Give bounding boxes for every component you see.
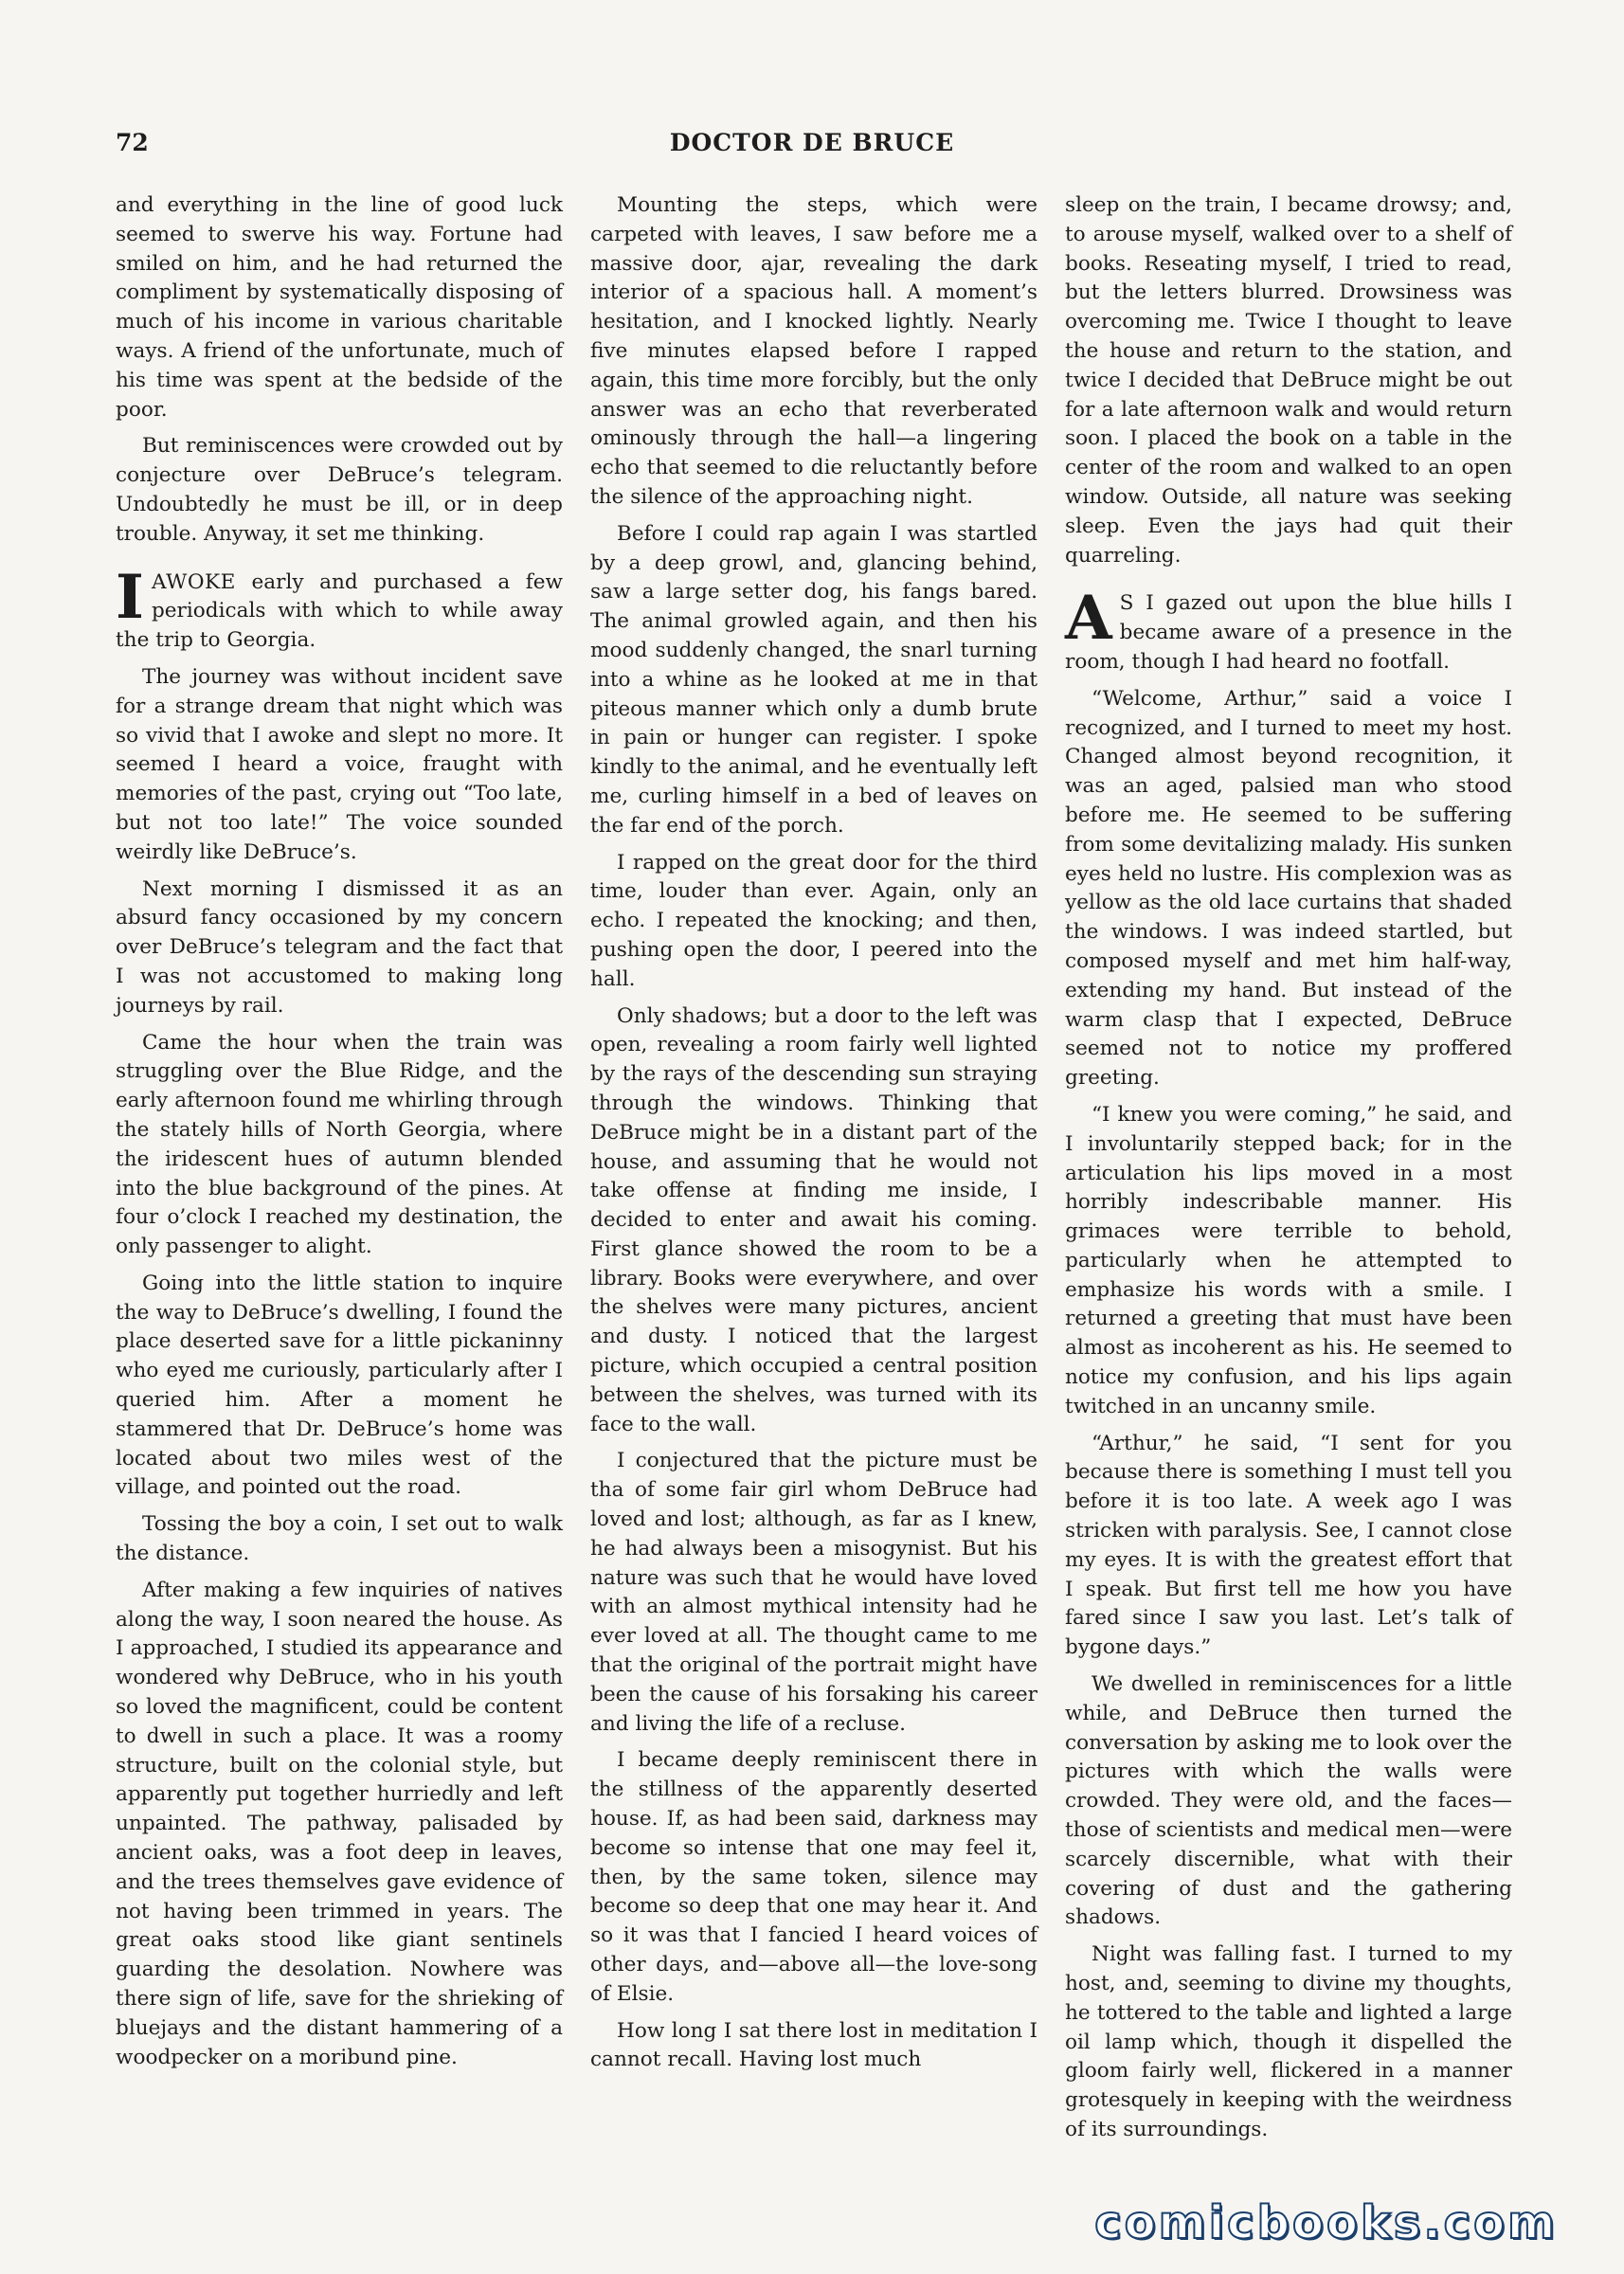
paragraph-text: I rapped on the great door for the third time, louder than ever. Again, only an echo. I repeated the knocking; and then, pushing open the door, I peered into the hall. [590, 850, 1038, 991]
paragraph [116, 191, 563, 424]
paragraph [1065, 1101, 1512, 1422]
paragraph-text: I gazed out upon the blue hills I became aware of a presence in the room, though I had heard no footfall. [1065, 591, 1512, 674]
paragraph-text: and everything in the line of good luck seemed to swerve his way. Fortune had smiled on him, and he had returned the compliment by systematically disposing of much of his income in various charitable ways. A friend of the unfortunate, much of his time was spent at the bedside of the poor. [116, 193, 563, 422]
paragraph-text: After making a few inquiries of natives along the way, I soon neared the house. As I approached, I studied its appearance and wondered why DeBruce, who in his youth so loved the magnificent, could be content to dwell in such a place. It was a roomy structure, built on the colonial style, but apparently put together hurriedly and left unpainted. The pathway, palisaded by ancient oaks, was a foot deep in leaves, and the trees themselves gave evidence of not having been trimmed in years. The great oaks stood like giant sentinels guarding the desolation. Nowhere was there sign of life, save for the shrieking of bluejays and the distant hammering of a woodpecker on a moribund pine. [116, 1578, 563, 2069]
paragraph [116, 561, 563, 656]
paragraph-text: Tossing the boy a coin, I set out to walk the distance. [116, 1512, 563, 1566]
paragraph [1065, 1430, 1512, 1663]
paragraph-text: Mounting the steps, which were carpeted with leaves, I saw before me a massive door, ajar, revealing the dark interior of a spacious hall. A moment’s hesitation, and I knocked lightly. Nearly five minutes elapsed before I rapped again, this time more forcibly, but the only answer was an echo that reverberated ominously through the hall—a lingering echo that seemed to die reluctantly before the silence of the approaching night. [590, 193, 1038, 509]
paragraph-text: Next morning I dismissed it as an absurd fancy occasioned by my concern over DeBruce’s telegram and the fact that I was not accustomed to making long journeys by rail. [116, 876, 563, 1018]
paragraph [116, 663, 563, 868]
paragraph [1065, 191, 1512, 570]
text-column-2 [590, 191, 1038, 2083]
lead-in-word: AWOKE [151, 569, 236, 594]
paragraph-text: sleep on the train, I became drowsy; and, to arouse myself, walked over to a shelf of books. Reseating myself, I tried to read, but the letters blurred. Drowsiness was overcoming me. Twice I thought to leave the house and return to the station, and twice I decided that DeBruce might be out for a late afternoon walk and would return soon. I placed the book on a table in the center of the room and walked to an open window. Outside, all nature was seeking sleep. Even the jays had quit their quarreling. [1065, 193, 1512, 568]
paragraph-text: Came the hour when the train was struggling over the Blue Ridge, and the early afternoon found me whirling through the stately hills of North Georgia, where the iridescent hues of autumn blended into the blue background of the pines. At four o’clock I reached my destination, the only passenger to alight. [116, 1030, 563, 1259]
paragraph [590, 191, 1038, 513]
paragraph [590, 520, 1038, 841]
paragraph-text: Night was falling fast. I turned to my host, and, seeming to divine my thoughts, he tottered to the table and lighted a large oil lamp which, though it dispelled the gloom fairly well, flickered in a manner grotesquely in keeping with the weirdness of its surroundings. [1065, 1942, 1512, 2141]
site-watermark: comicbooks.com [1094, 2196, 1558, 2249]
paragraph [116, 1270, 563, 1503]
paragraph-text: We dwelled in reminiscences for a little while, and DeBruce then turned the conversation by asking me to look over the pictures with which the walls were crowded. They were old, and the faces—those of scientists and medical men—were scarcely discernible, what with their covering of dust and the gathering shadows. [1065, 1672, 1512, 1930]
paragraph [590, 2017, 1038, 2076]
paragraph-text: “Arthur,” he said, “I sent for you because there is something I must tell you before it is too late. A week ago I was stricken with paralysis. See, I cannot close my eyes. It is with the greatest effort that I speak. But first tell me how you have fared since I saw you last. Let’s talk of bygone days.” [1065, 1431, 1512, 1660]
running-title: DOCTOR DE BRUCE [669, 129, 955, 156]
paragraph-text: How long I sat there lost in meditation I cannot recall. Having lost much [590, 2018, 1038, 2072]
drop-cap-initial: I [116, 561, 144, 633]
paragraph [590, 849, 1038, 995]
paragraph [116, 432, 563, 549]
paragraph [116, 1510, 563, 1569]
paragraph-text: The journey was without incident save for a strange dream that night which was so vivid that I awoke and slept no more. It seemed I heard a voice, fraught with memories of the past, crying out “Too late, but not too late!” The voice sounded weirdly like DeBruce’s. [116, 664, 563, 864]
paragraph [590, 1746, 1038, 2009]
text-column-3 [1065, 191, 1512, 2153]
paragraph [116, 1577, 563, 2073]
paragraph-text: early and purchased a few periodicals with which to while away the trip to Georgia. [116, 569, 563, 653]
paragraph [1065, 1670, 1512, 1933]
paragraph [116, 875, 563, 1021]
paragraph [590, 1002, 1038, 1440]
page-number: 72 [116, 129, 149, 156]
lead-in-word: S [1119, 591, 1134, 616]
paragraph-text: Before I could rap again I was startled by a deep growl, and, glancing behind, saw a large setter dog, his fangs bared. The animal growled again, and then his mood suddenly changed, the snarl turning into a whine as he looked at me in that piteous manner which only a dumb brute in pain or hunger can register. I spoke kindly to the animal, and he eventually left me, curling himself in a bed of leaves on the far end of the porch. [590, 521, 1038, 838]
paragraph-text: “I knew you were coming,” he said, and I involuntarily stepped back; for in the articulation his lips moved in a most horribly indescribable manner. His grimaces were terrible to behold, particularly when he attempted to emphasize his words with a smile. I returned a greeting that must have been almost as incoherent as his. He seemed to notice my confusion, and his lips again twitched in an uncanny smile. [1065, 1102, 1512, 1418]
paragraph-text: Going into the little station to inquire the way to DeBruce’s dwelling, I found the place deserted save for a little pickaninny who eyed me curiously, particularly after I queried him. After a moment he stammered that Dr. DeBruce’s home was located about two miles west of the village, and pointed out the road. [116, 1271, 563, 1500]
paragraph-text: “Welcome, Arthur,” said a voice I recognized, and I turned to meet my host. Changed almost beyond recognition, it was an aged, palsied man who stood before me. He seemed to be suffering from some devitalizing malady. His sunken eyes held no lustre. His complexion was as yellow as the old lace curtains that shaded the windows. I was indeed startled, but composed myself and met him half-way, extending my hand. But instead of the warm clasp that I expected, DeBruce seemed not to notice my proffered greeting. [1065, 686, 1512, 1091]
text-column-1 [116, 191, 563, 2080]
paragraph-text: But reminiscences were crowded out by conjecture over DeBruce’s telegram. Undoubtedly he must be ill, or in deep trouble. Anyway, it set me thinking. [116, 434, 563, 546]
paragraph-text: I conjectured that the picture must be tha of some fair girl whom DeBruce had loved and lost; although, as far as I knew, he had always been a misogynist. But his nature was such that he would have loved with an almost mythical intensity had he ever loved at all. The thought came to me that the original of the portrait might have been the cause of his forsaking his career and living the life of a recluse. [590, 1449, 1038, 1736]
paragraph [1065, 685, 1512, 1093]
paragraph [116, 1029, 563, 1262]
paragraph-text: Only shadows; but a door to the left was open, revealing a room fairly well lighted by the rays of the descending sun straying through the windows. Thinking that DeBruce might be in a distant part of the house, and assuming that he would not take offense at finding me inside, I decided to enter and await his coming. First glance showed the room to be a library. Books were everywhere, and over the shelves were many pictures, ancient and dusty. I noticed that the largest picture, which occupied a central position between the shelves, was turned with its face to the wall. [590, 1003, 1038, 1436]
paragraph [590, 1447, 1038, 1739]
paragraph-text: I became deeply reminiscent there in the stillness of the apparently deserted house. If, as had been said, darkness may become so intense that one may feel it, then, by the same token, silence may become so deep that one may hear it. And so it was that I fancied I heard voices of other days, and—above all—the love-song of Elsie. [590, 1748, 1038, 2006]
page-header [112, 129, 1512, 167]
paragraph [1065, 1940, 1512, 2145]
drop-cap-initial: A [1065, 583, 1112, 655]
paragraph [1065, 583, 1512, 677]
